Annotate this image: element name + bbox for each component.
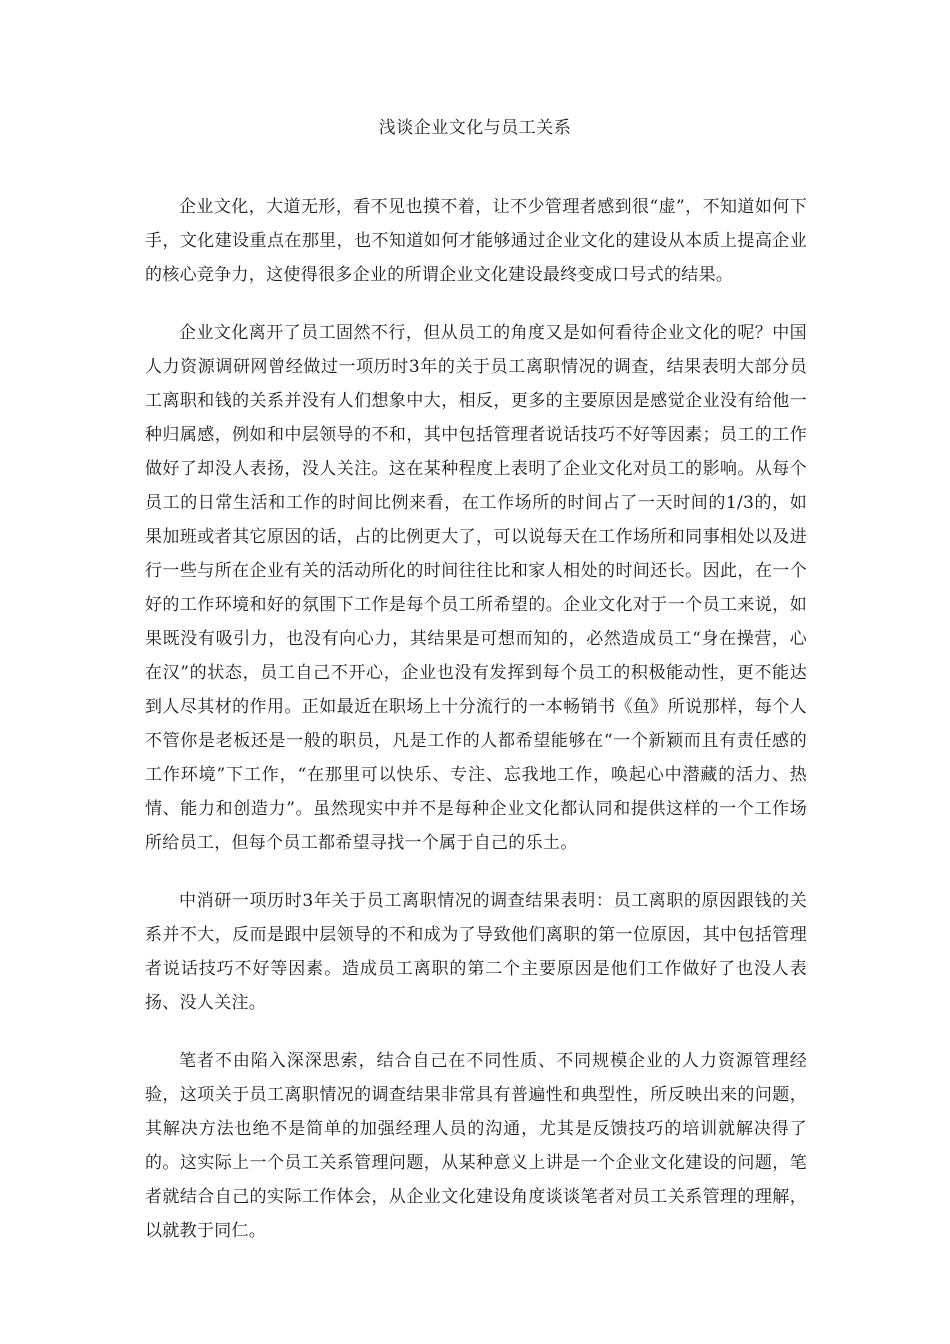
document-body <box>145 190 807 1272</box>
document-title: 浅谈企业文化与员工关系 <box>378 118 572 138</box>
paragraph-2: 企业文化离开了员工固然不行，但从员工的角度又是如何看待企业文化的呢？中国人力资源调研网曾经做过一项历时3年的关于员工离职情况的调查，结果表明大部分员工离职和钱的关系并没有人们想象中大，相反，更多的主要原因是感觉企业没有给他一种归属感，例如和中层领导的不和，其中包括管理者说话技巧不好等因素；员工的工作做好了却没人表扬，没人关注。这在某种程度上表明了企业文化对员工的影响。从每个员工的日常生活和工作的时间比例来看，在工作场所的时间占了一天时间的1/3的，如果加班或者其它原因的话，占的比例更大了，可以说每天在工作场所和同事相处以及进行一些与所在企业有关的活动所化的时间往往比和家人相处的时间还长。因此，在一个好的工作环境和好的氛围下工作是每个员工所希望的。企业文化对于一个员工来说，如果既没有吸引力，也没有向心力，其结果是可想而知的，必然造成员工“身在操营，心在汉”的状态，员工自己不开心，企业也没有发挥到每个员工的积极能动性，更不能达到人尽其材的作用。正如最近在职场上十分流行的一本畅销书《鱼》所说那样，每个人不管你是老板还是一般的职员，凡是工作的人都希望能够在“一个新颖而且有责任感的工作环境”下工作，“在那里可以快乐、专注、忘我地工作，唤起心中潜藏的活力、热情、能力和创造力”。虽然现实中并不是每种企业文化都认同和提供这样的一个工作场所给员工，但每个员工都希望寻找一个属于自己的乐土。 <box>145 323 807 853</box>
paragraph-4: 笔者不由陷入深深思索，结合自己在不同性质、不同规模企业的人力资源管理经验，这项关于员工离职情况的调查结果非常具有普遍性和典型性，所反映出来的问题，其解决方法也绝不是简单的加强经理人员的沟通，尤其是反馈技巧的培训就解决得了的。这实际上一个员工关系管理问题，从某种意义上讲是一个企业文化建设的问题，笔者就结合自己的实际工作体会，从企业文化建设角度谈谈笔者对员工关系管理的理解，以就教于同仁。 <box>145 1051 807 1241</box>
paragraph-1: 企业文化，大道无形，看不见也摸不着，让不少管理者感到很“虚”，不知道如何下手，文化建设重点在那里，也不知道如何才能够通过企业文化的建设从本质上提高企业的核心竞争力，这使得很多企业的所谓企业文化建设最终变成口号式的结果。 <box>145 197 807 285</box>
paragraph-3: 中消研一项历时3年关于员工离职情况的调查结果表明：员工离职的原因跟钱的关系并不大，反而是跟中层领导的不和成为了导致他们离职的第一位原因，其中包括管理者说话技巧不好等因素。造成员工离职的第二个主要原因是他们工作做好了也没人表扬、没人关注。 <box>145 891 807 1013</box>
